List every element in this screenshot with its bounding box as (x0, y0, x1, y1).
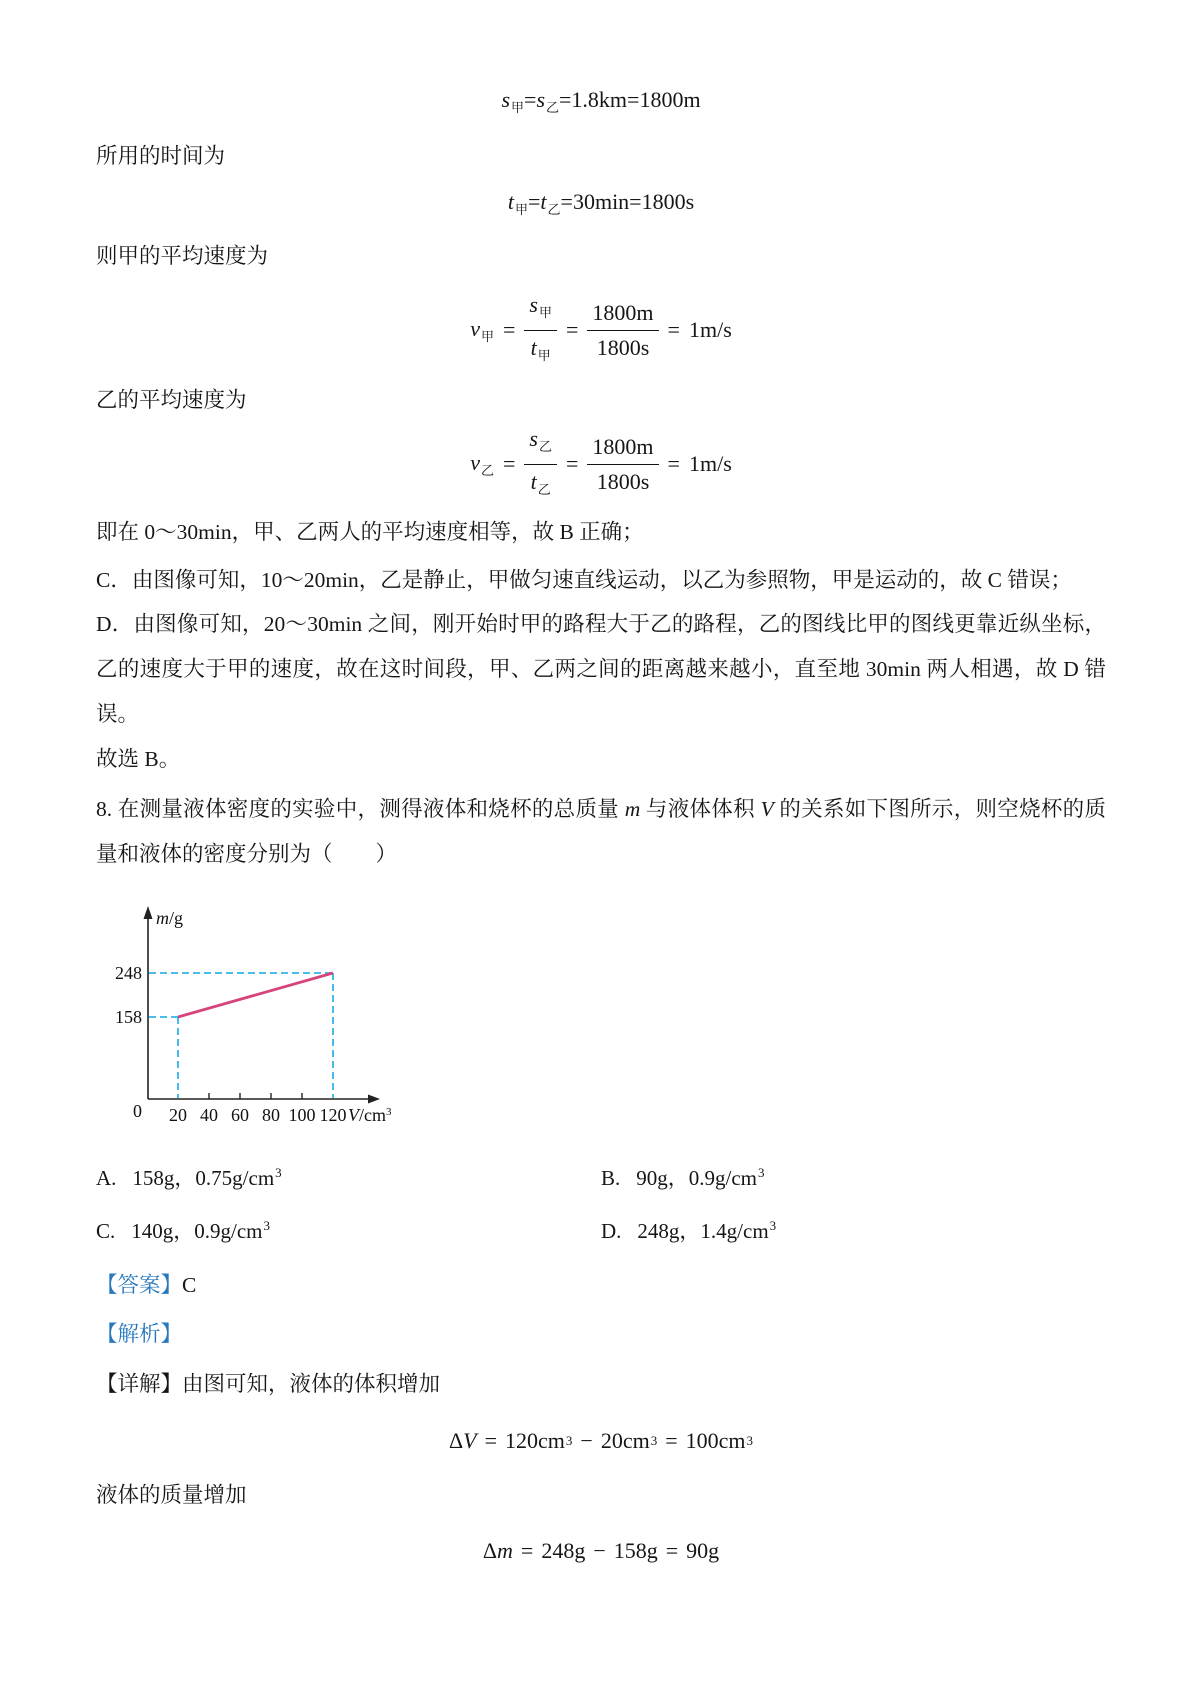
option-text: 140g，0.9g/cm (131, 1219, 263, 1243)
fraction-values (587, 300, 658, 361)
option-a (96, 1158, 601, 1193)
equation-distance (96, 84, 1106, 124)
option-sup: 3 (769, 1218, 777, 1233)
equation-rest: =1.8km=1800m (559, 87, 701, 112)
question8-stem (96, 787, 1106, 877)
option-d (601, 1211, 1106, 1246)
answer-value: C (182, 1273, 197, 1297)
var-v: v (470, 315, 480, 341)
equals-sign: = (667, 451, 680, 476)
origin-label: 0 (133, 1101, 142, 1121)
delta-symbol: Δ (482, 1538, 497, 1563)
option-key: D. (601, 1219, 622, 1243)
paragraph-time-intro: 所用的时间为 (96, 144, 226, 168)
denominator: 1800s (596, 468, 650, 494)
subscript-yi: 乙 (538, 438, 552, 454)
option-sup: 3 (263, 1218, 271, 1233)
equals-sign: = (527, 189, 541, 214)
equals-sign: = (665, 1428, 678, 1453)
paragraph-v-jia-intro: 则甲的平均速度为 (96, 244, 269, 268)
x-tick-label-20: 20 (169, 1105, 187, 1125)
denominator: 1800s (596, 334, 650, 360)
term-2-sup: 3 (650, 1433, 658, 1448)
delta-symbol: Δ (448, 1428, 464, 1453)
subscript-yi: 乙 (480, 462, 494, 478)
var-t-yi: t (540, 189, 547, 214)
x-axis-var: V (348, 1105, 359, 1125)
subscript-jia: 甲 (480, 328, 494, 344)
option-c (96, 1211, 601, 1246)
equation-delta-m (96, 1535, 1106, 1567)
equation-time (96, 186, 1106, 226)
var-m: m (497, 1538, 513, 1563)
numerator: 1800m (587, 434, 658, 465)
paragraph-mass-increase: 液体的质量增加 (96, 1483, 247, 1507)
lhs-v-jia (470, 316, 494, 345)
y-axis-arrow-icon (144, 906, 153, 919)
paragraph-option-b: 即在 0～30min，甲、乙两人的平均速度相等，故 B 正确； (96, 520, 644, 544)
fraction-values (587, 434, 658, 495)
subscript-yi: 乙 (547, 202, 561, 217)
equals-sign: = (503, 317, 516, 342)
y-axis-var: m (156, 908, 169, 928)
subscript-jia: 甲 (514, 202, 528, 217)
detail-label: 【详解】 (96, 1372, 183, 1396)
stem-text-2: 与液体体积 (640, 797, 761, 821)
denominator (524, 331, 557, 369)
equals-sign: = (566, 317, 579, 342)
subscript-jia: 甲 (537, 347, 551, 363)
var-V: V (463, 1428, 477, 1453)
stem-text-3: 的关系如下图所示，则空烧杯的质量和液体的密度分别为（ ） (96, 797, 1106, 866)
paragraph-v-yi-intro: 乙的平均速度为 (96, 388, 247, 412)
paragraph-option-c: C．由图像可知，10～20min，乙是静止，甲做匀速直线运动，以乙为参照物，甲是运动的，故 C 错误； (96, 568, 1072, 592)
minus-sign: − (593, 1538, 606, 1563)
denominator (524, 465, 557, 503)
x-tick-label-100: 100 (288, 1105, 316, 1125)
term-1: 120cm (505, 1428, 565, 1453)
x-axis-title (348, 1105, 392, 1125)
options-grid (96, 1158, 1106, 1246)
option-text: 90g，0.9g/cm (636, 1166, 758, 1190)
analysis-line (96, 1319, 1106, 1349)
paragraph-conclusion: 故选 B。 (96, 747, 181, 771)
equals-sign: = (520, 1538, 534, 1563)
fraction-s-over-t (524, 426, 557, 503)
option-key: C. (96, 1219, 116, 1243)
option-key: A. (96, 1166, 117, 1190)
y-axis-unit: /g (169, 908, 184, 928)
equals-sign: = (484, 1428, 497, 1453)
term-2: 20cm (600, 1428, 650, 1453)
numerator (524, 292, 557, 331)
var-t-jia: t (507, 189, 514, 214)
mass-volume-chart (106, 897, 1106, 1132)
equation-result: 1m/s (688, 451, 732, 476)
equals-sign: = (665, 1538, 679, 1563)
fraction-s-over-t (524, 292, 557, 369)
equation-delta-v (96, 1425, 1106, 1457)
equation-rest: =30min=1800s (560, 189, 695, 214)
answer-line (96, 1270, 1106, 1300)
var-V: V (760, 797, 774, 821)
question-number: 8. (96, 797, 113, 821)
equals-sign: = (503, 451, 516, 476)
x-axis-arrow-icon (368, 1095, 380, 1104)
var-s: s (529, 425, 538, 451)
term-2: 158g (613, 1538, 658, 1563)
subscript-jia: 甲 (538, 304, 552, 320)
var-t: t (530, 468, 537, 494)
term-1-sup: 3 (565, 1433, 573, 1448)
equation-v-yi (96, 422, 1106, 506)
term-3: 100cm (685, 1428, 746, 1453)
var-s: s (529, 291, 538, 317)
minus-sign: − (580, 1428, 593, 1453)
x-tick-label-80: 80 (262, 1105, 280, 1125)
subscript-yi: 乙 (546, 100, 560, 115)
y-tick-label-248: 248 (115, 963, 142, 983)
analysis-label: 【解析】 (96, 1322, 183, 1346)
subscript-yi: 乙 (537, 481, 551, 497)
equation-v-jia (96, 288, 1106, 372)
lhs-v-yi (470, 450, 494, 479)
x-axis-unit: /cm (359, 1105, 386, 1125)
equals-sign: = (524, 87, 537, 112)
var-s-jia: s (501, 87, 510, 112)
stem-text-1: 在测量液体密度的实验中，测得液体和烧杯的总质量 (117, 797, 625, 821)
x-tick-label-60: 60 (231, 1105, 249, 1125)
answer-label: 【答案】 (96, 1273, 183, 1297)
content-area (96, 84, 1106, 1567)
var-s-yi: s (536, 87, 545, 112)
x-tick-label-40: 40 (200, 1105, 218, 1125)
option-text: 248g，1.4g/cm (637, 1219, 769, 1243)
option-text: 158g，0.75g/cm (132, 1166, 275, 1190)
equation-result: 1m/s (688, 317, 732, 342)
detail-line (96, 1369, 1106, 1399)
x-tick-label-120: 120 (319, 1105, 347, 1125)
term-1: 248g (541, 1538, 586, 1563)
var-m: m (624, 797, 641, 821)
numerator: 1800m (587, 300, 658, 331)
option-key: B. (601, 1166, 621, 1190)
option-sup: 3 (275, 1165, 282, 1180)
x-axis-sup: 3 (386, 1106, 392, 1118)
y-tick-label-158: 158 (115, 1007, 142, 1027)
subscript-jia: 甲 (511, 100, 525, 115)
term-3: 90g (686, 1538, 720, 1563)
option-b (601, 1158, 1106, 1193)
paragraph-option-d: D．由图像可知，20～30min 之间，刚开始时甲的路程大于乙的路程，乙的图线比甲的图线更靠近纵坐标，乙的速度大于甲的速度，故在这时间段，甲、乙两之间的距离越来越小，直至地 30min 两人相遇，故 D 错误。 (96, 612, 1106, 726)
var-t: t (530, 334, 537, 360)
var-v: v (470, 449, 480, 475)
term-3-sup: 3 (746, 1433, 754, 1448)
detail-text: 由图可知，液体的体积增加 (182, 1372, 441, 1396)
chart-svg (106, 897, 426, 1132)
data-line (178, 973, 333, 1017)
equals-sign: = (667, 317, 680, 342)
numerator (524, 426, 557, 465)
y-axis-title (156, 908, 183, 928)
equals-sign: = (566, 451, 579, 476)
option-sup: 3 (758, 1165, 765, 1180)
